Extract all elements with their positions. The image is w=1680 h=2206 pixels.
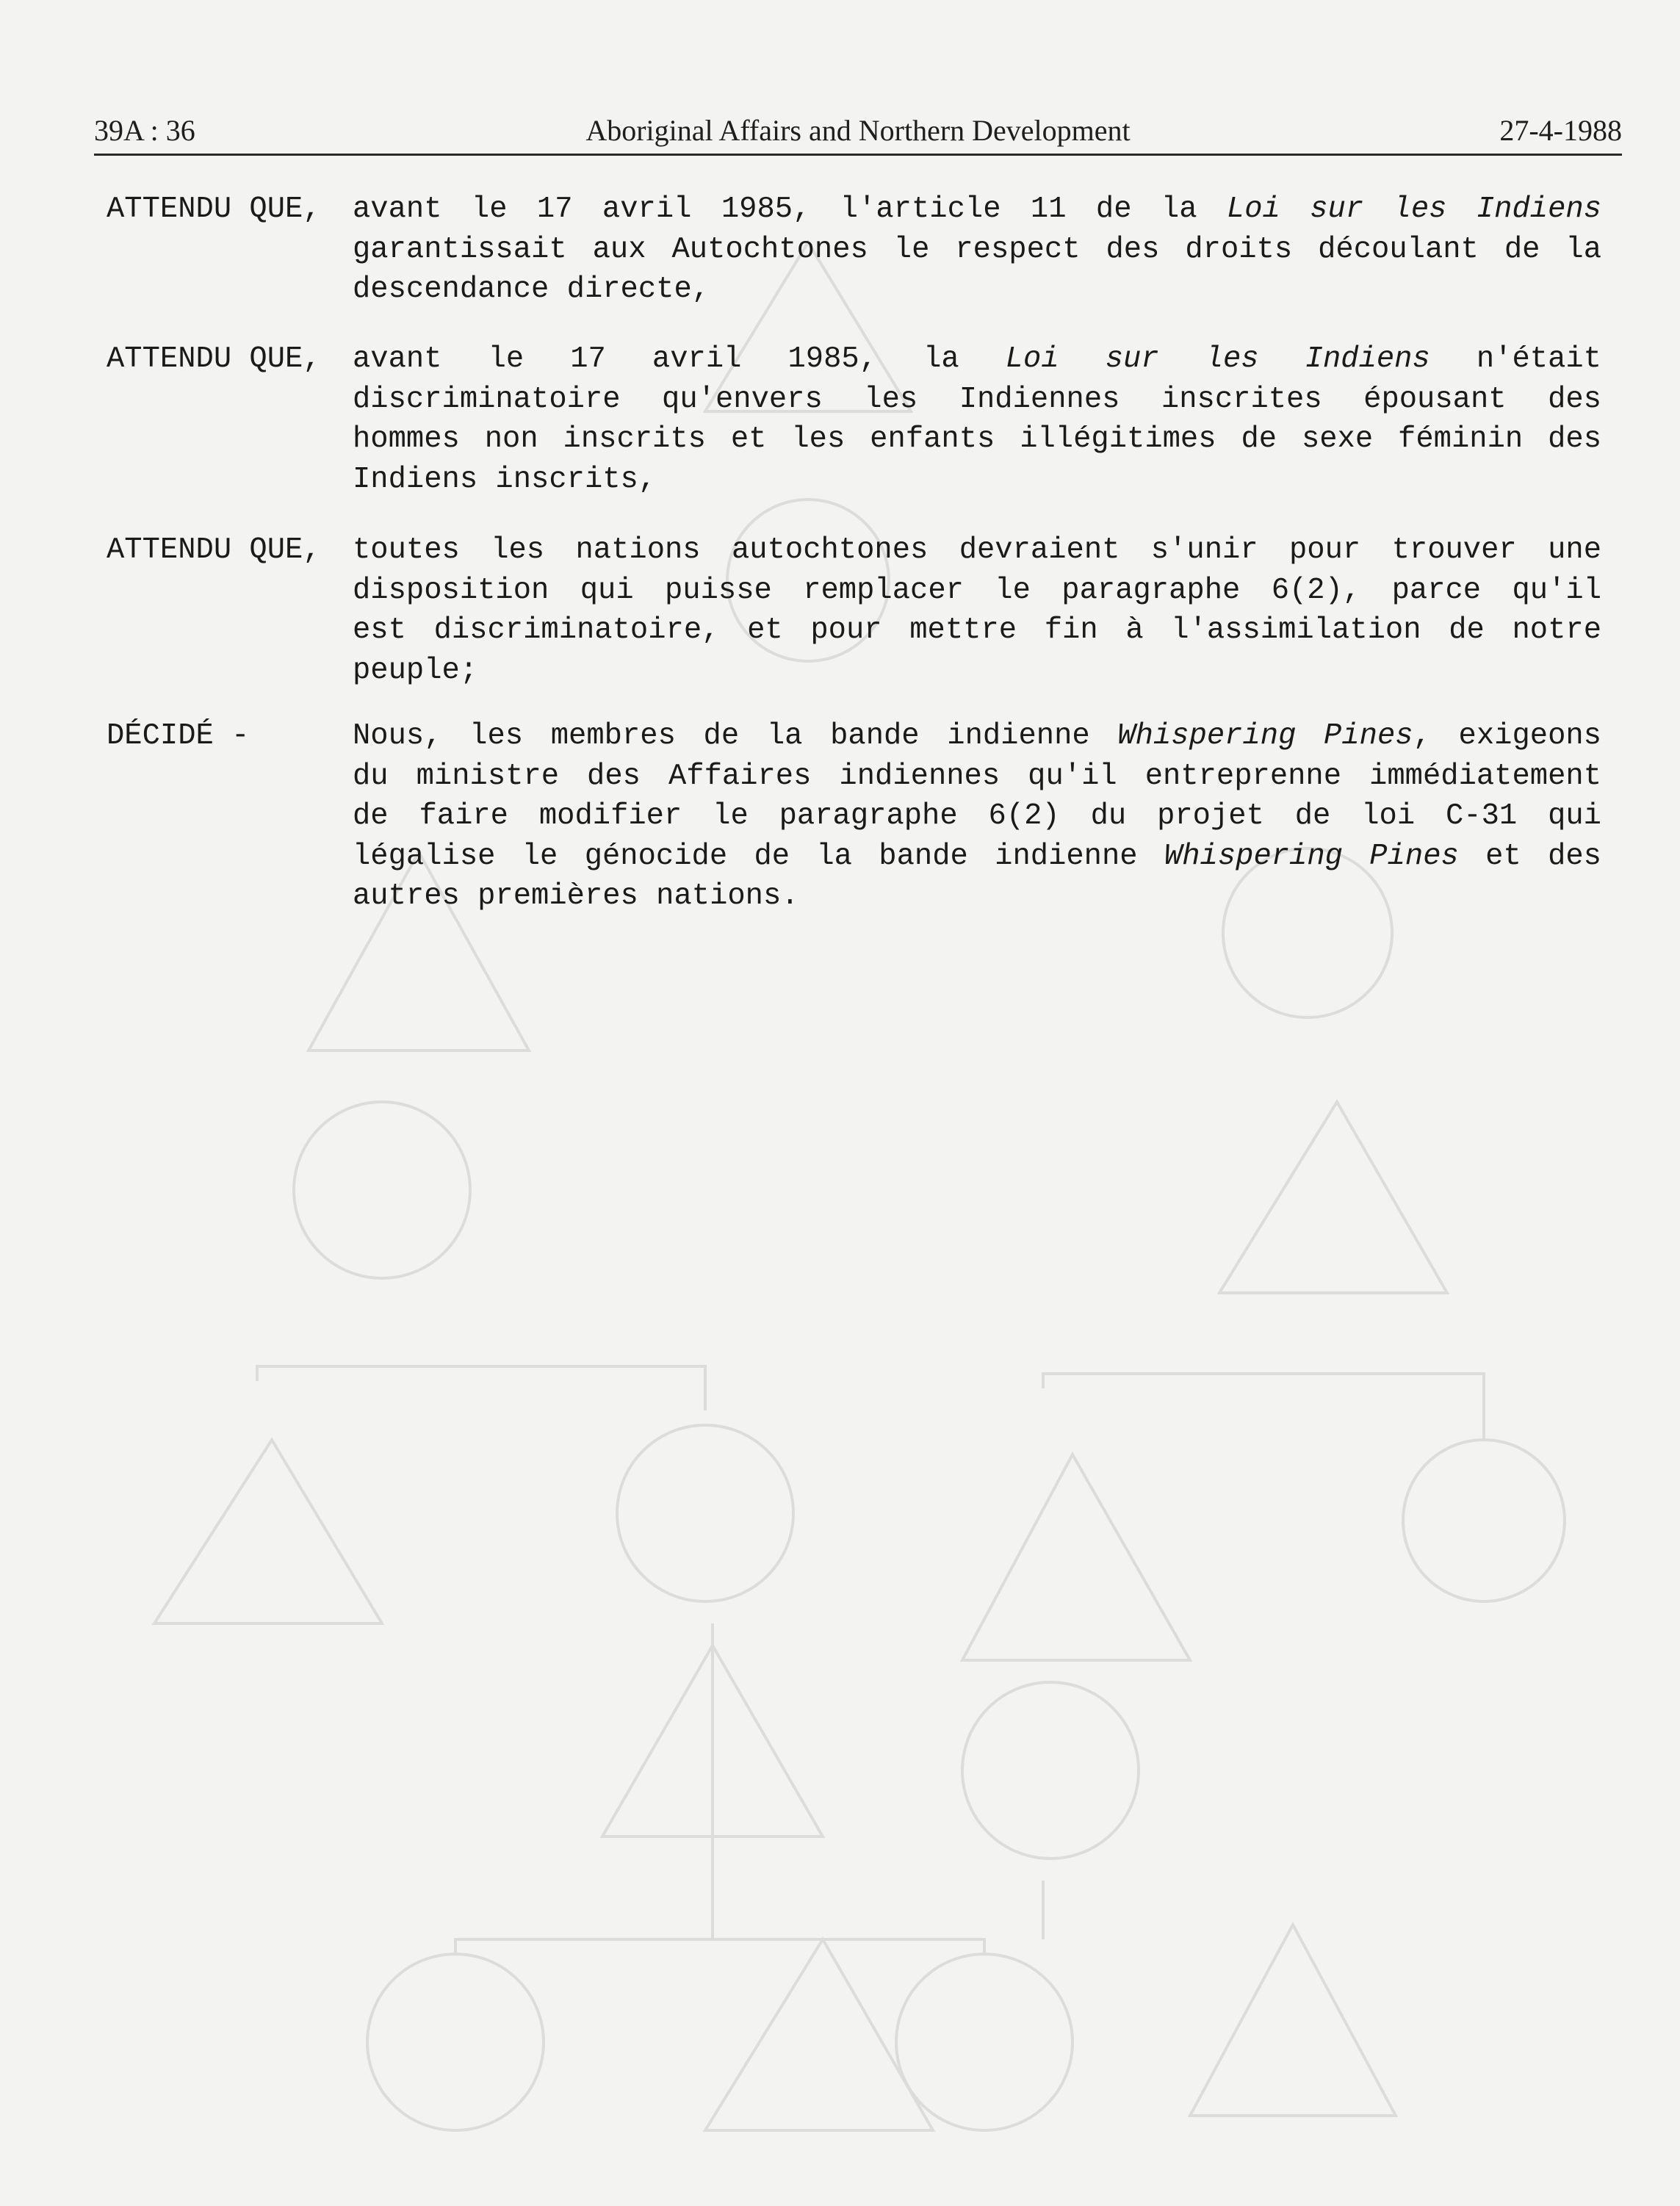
text-line: peuple; (353, 653, 478, 688)
text-line: toutes les nations autochtones devraient s'unir pour trouver une (353, 533, 1601, 567)
text-line: garantissait aux Autochtones le respect des droits découlant de la (353, 232, 1601, 267)
italic-title: Loi sur les Indiens (1226, 192, 1601, 226)
header-date: 27-4-1988 (1499, 114, 1622, 147)
text-line: descendance directe, (353, 273, 710, 306)
running-title: Aboriginal Affairs and Northern Development (585, 114, 1131, 147)
text-line: Nous, les membres de la bande indienne Whispering Pines, exigeons (353, 719, 1601, 753)
text-line: avant le 17 avril 1985, l'article 11 de la Loi sur les Indiens (353, 192, 1601, 226)
text-line: de faire modifier le paragraphe 6(2) du projet de loi C-31 qui (353, 799, 1601, 833)
paragraph-text (353, 339, 1601, 500)
page-header (94, 110, 1622, 154)
paragraph-label: ATTENDU QUE, (107, 342, 321, 376)
paragraph-text (353, 190, 1601, 310)
header-rule (94, 154, 1622, 156)
paragraph-label: ATTENDU QUE, (107, 192, 321, 226)
paragraph-text (353, 530, 1601, 691)
text-line: du ministre des Affaires indiennes qu'il entreprenne immédiatement (353, 759, 1601, 793)
italic-band-name: Whispering Pines (1117, 719, 1413, 753)
paragraph-label: ATTENDU QUE, (107, 533, 321, 567)
text-line: Indiens inscrits, (353, 462, 657, 497)
text-line: disposition qui puisse remplacer le paragraphe 6(2), parce qu'il (353, 573, 1601, 608)
page-reference: 39A : 36 (94, 114, 195, 147)
italic-band-name: Whispering Pines (1164, 839, 1459, 873)
paragraph-label: DÉCIDÉ - (107, 719, 250, 753)
text-line: hommes non inscrits et les enfants illégitimes de sexe féminin des (353, 422, 1601, 456)
text-line: autres premières nations. (353, 879, 799, 913)
paragraph-text (353, 716, 1601, 917)
text-line: est discriminatoire, et pour mettre fin à l'assimilation de notre (353, 613, 1601, 647)
text-line: légalise le génocide de la bande indienne Whispering Pines et des (353, 839, 1601, 873)
italic-title: Loi sur les Indiens (1005, 342, 1430, 376)
text-line: avant le 17 avril 1985, la Loi sur les Indiens n'était (353, 342, 1601, 376)
text-line: discriminatoire qu'envers les Indiennes inscrites épousant des (353, 382, 1601, 417)
